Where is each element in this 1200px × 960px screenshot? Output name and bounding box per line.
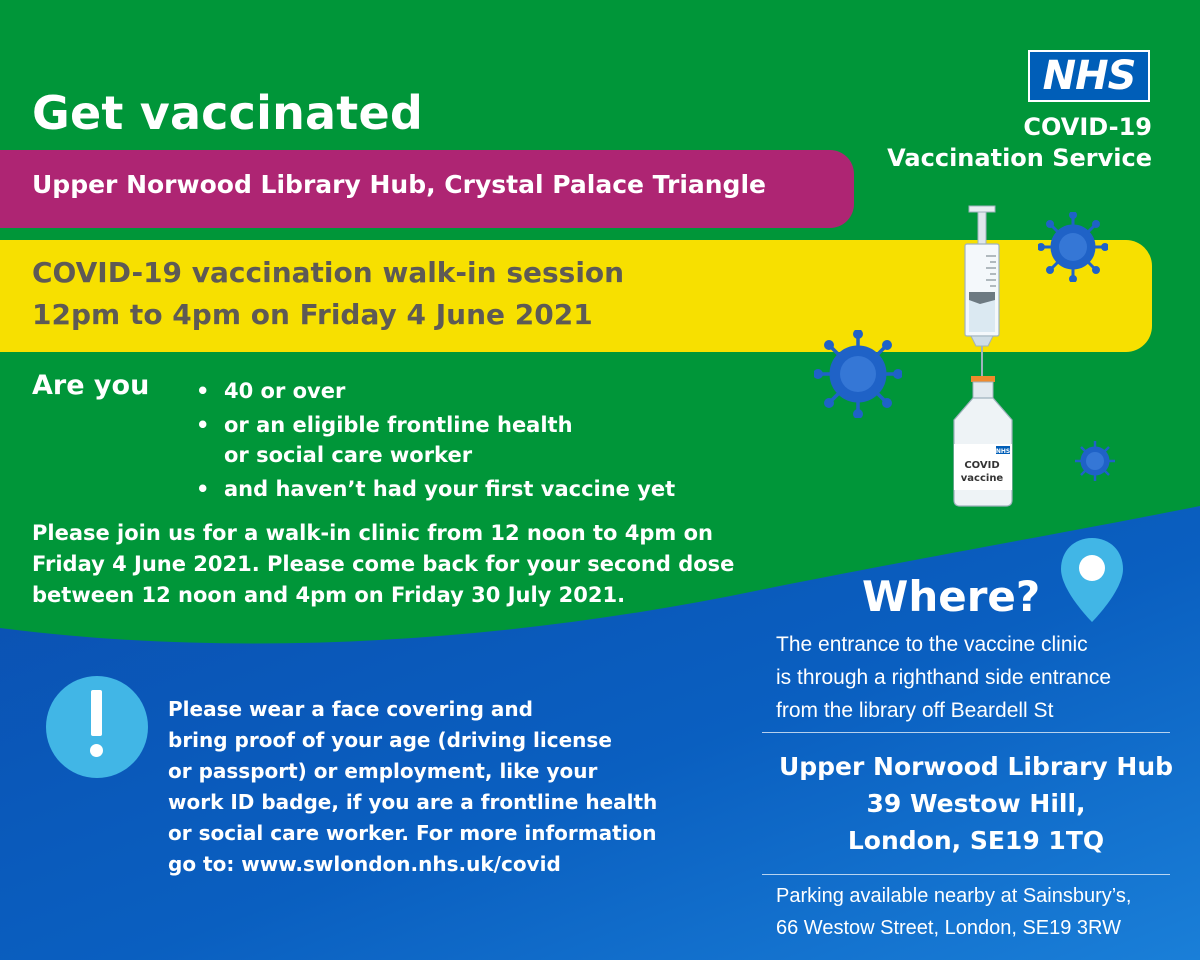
virus-icon [814,330,902,418]
face-covering-notice [168,694,728,880]
entrance-line: from the library off Beardell St [776,699,1054,722]
parking-line: Parking available nearby at Sainsbury’s, [776,885,1132,907]
clinic-paragraph [32,518,772,611]
exclamation-icon-bar [91,690,102,736]
address-line: Upper Norwood Library Hub [778,752,1174,781]
notice-line-url: go to: www.swlondon.nhs.uk/covid [168,852,561,876]
notice-line: work ID badge, if you are a frontline health [168,790,658,814]
entrance-directions [776,628,1186,727]
venue-banner-text: Upper Norwood Library Hub, Crystal Palace Triangle [32,170,766,199]
page-title: Get vaccinated [32,86,423,140]
eligibility-item-frontline: or an eligible frontline health [224,413,573,437]
clinic-line-3: between 12 noon and 4pm on Friday 30 July 2021. [32,583,626,607]
vial-nhs-label: NHS [995,448,1011,455]
vial-label-line-1: COVID [964,460,1000,471]
parking-info [776,880,1186,944]
where-heading: Where? [862,572,1041,621]
syringe-vial-illustration [936,200,1036,510]
map-pin-icon [1058,536,1126,624]
parking-line: 66 Westow Street, London, SE19 3RW [776,917,1122,939]
vial-label-line-2: vaccine [960,473,1004,484]
address-line: London, SE19 1TQ [847,826,1105,855]
service-line-1: COVID-19 [1023,113,1152,141]
notice-line: or passport) or employment, like your [168,759,598,783]
notice-line: Please wear a face covering and [168,697,533,721]
list-item: • or an eligible frontline health or social care worker [196,413,573,467]
eligibility-item-age: 40 or over [224,379,346,403]
exclamation-icon-dot [90,744,103,757]
nhs-logo: NHS [1028,50,1150,102]
venue-address [766,748,1186,859]
clinic-line-1: Please join us for a walk-in clinic from 12 noon to 4pm on [32,521,713,545]
divider [762,874,1170,875]
eligibility-list [190,376,675,508]
notice-line: bring proof of your age (driving license [168,728,612,752]
eligibility-item-frontline-cont: or social care worker [224,443,473,467]
service-line-2: Vaccination Service [887,144,1152,172]
entrance-line: The entrance to the vaccine clinic [776,633,1088,656]
virus-icon [1072,438,1118,484]
eligibility-item-first-dose: and haven’t had your first vaccine yet [224,477,676,501]
address-line: 39 Westow Hill, [866,789,1086,818]
eligibility-heading: Are you [32,370,150,401]
list-item: • and haven’t had your first vaccine yet [196,477,676,501]
divider [762,732,1170,733]
service-name [887,112,1152,174]
entrance-line: is through a righthand side entrance [776,666,1112,689]
session-line-1: COVID-19 vaccination walk-in session [32,256,625,289]
virus-icon [1038,212,1108,282]
list-item: • 40 or over [196,379,346,403]
notice-line: or social care worker. For more information [168,821,657,845]
clinic-line-2: Friday 4 June 2021. Please come back for your second dose [32,552,735,576]
session-line-2: 12pm to 4pm on Friday 4 June 2021 [32,298,593,331]
